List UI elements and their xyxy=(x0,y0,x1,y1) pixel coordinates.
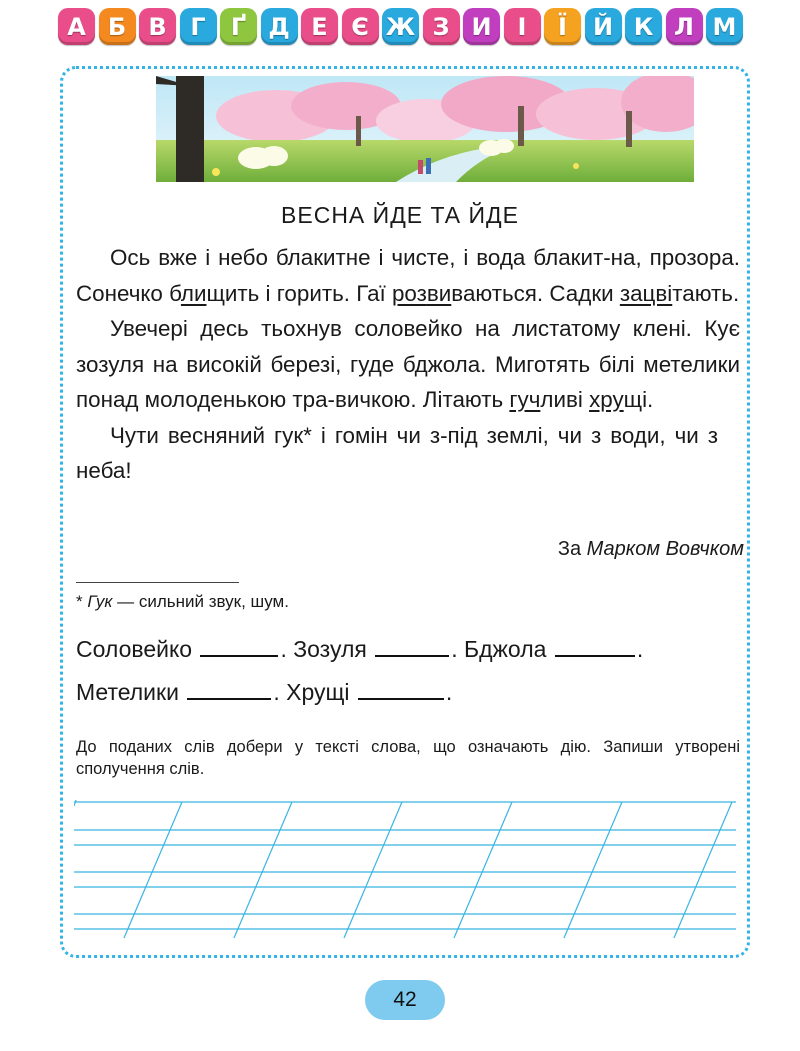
alphabet-letter: Ж xyxy=(382,8,419,45)
spring-illustration xyxy=(156,76,694,182)
task-instruction: До поданих слів добери у тексті слова, що означають дію. Запиши утворені сполучення слів. xyxy=(76,738,740,778)
alphabet-letter: Д xyxy=(261,8,298,45)
writing-lines xyxy=(74,798,740,945)
fill-punctuation: . xyxy=(273,679,280,705)
underlined-syllable: ли xyxy=(180,280,207,306)
underlined-syllable: роз xyxy=(391,280,427,306)
alphabet-letter: І xyxy=(504,8,541,45)
answer-blank[interactable] xyxy=(375,654,449,657)
fill-word: Бджола xyxy=(464,636,547,662)
alphabet-letter: В xyxy=(139,8,176,45)
answer-blank[interactable] xyxy=(555,654,635,657)
alphabet-letter: Г xyxy=(180,8,217,45)
footnote-rule xyxy=(76,582,239,583)
alphabet-letter: А xyxy=(58,8,95,45)
fill-punctuation: . xyxy=(280,636,287,662)
alphabet-letter: Є xyxy=(342,8,379,45)
text-segment: Увечері десь тьохнув соловейко на листатому клені. Кує зозуля на високій березі, гуде бджола. Миготять білі метелики понад молоденькою тра-вичкою. Літають xyxy=(76,316,740,412)
underlined-syllable: хру xyxy=(589,387,624,412)
fill-in-row-1 xyxy=(76,636,643,663)
alphabet-letter: Ї xyxy=(544,8,581,45)
fill-word: Зозуля xyxy=(293,636,367,662)
text-segment: щить і горить. Гаї xyxy=(206,280,392,306)
fill-punctuation: . xyxy=(636,636,644,662)
underlined-syllable: ви xyxy=(426,280,452,306)
fill-in-row-2 xyxy=(76,679,452,706)
footnote xyxy=(76,592,289,612)
author-prefix: За xyxy=(557,538,582,560)
author-credit xyxy=(558,538,744,561)
alphabet-letter: Б xyxy=(99,8,136,45)
text-segment: тають. xyxy=(672,280,740,306)
alphabet-letter: К xyxy=(625,8,662,45)
text-segment: щі. xyxy=(623,387,654,412)
fill-word: Хрущі xyxy=(286,679,350,705)
underlined-syllable: гуч xyxy=(509,387,541,412)
alphabet-letter: З xyxy=(423,8,460,45)
text-segment: Чути весняний гук* і гомін чи з-під землі, чи з води, чи з неба! xyxy=(76,422,718,483)
paragraph-2 xyxy=(76,311,740,418)
text-segment: Ось вже і небо блакитне і чисте, і вода блакит-на, прозора. Сонечко б xyxy=(76,245,740,306)
text-segment: ливі xyxy=(540,387,590,412)
alphabet-letter: Л xyxy=(666,8,703,45)
author-name: Марком Вовчком xyxy=(586,538,744,560)
alphabet-strip xyxy=(58,8,758,52)
answer-blank[interactable] xyxy=(187,697,271,700)
story-title: ВЕСНА ЙДЕ ТА ЙДЕ xyxy=(281,202,519,228)
fill-word: Соловейко xyxy=(76,636,193,662)
paragraph-1 xyxy=(76,240,740,311)
page-number: 42 xyxy=(365,980,445,1020)
answer-blank[interactable] xyxy=(200,654,278,657)
footnote-marker: * xyxy=(76,592,83,611)
alphabet-letter: И xyxy=(463,8,500,45)
alphabet-letter: М xyxy=(706,8,743,45)
footnote-term: Гук xyxy=(87,592,113,611)
fill-punctuation: . xyxy=(451,636,458,662)
footnote-definition: — сильний звук, шум. xyxy=(117,592,289,611)
fill-punctuation: . xyxy=(445,679,453,705)
fill-word: Метелики xyxy=(76,679,179,705)
alphabet-letter: Е xyxy=(301,8,338,45)
paragraph-3 xyxy=(76,418,718,489)
alphabet-letter: Й xyxy=(585,8,622,45)
text-segment: ваються. Садки xyxy=(451,280,620,306)
underlined-syllable: зацві xyxy=(619,280,673,306)
story-text xyxy=(76,240,740,489)
alphabet-letter: Ґ xyxy=(220,8,257,45)
answer-blank[interactable] xyxy=(358,697,444,700)
